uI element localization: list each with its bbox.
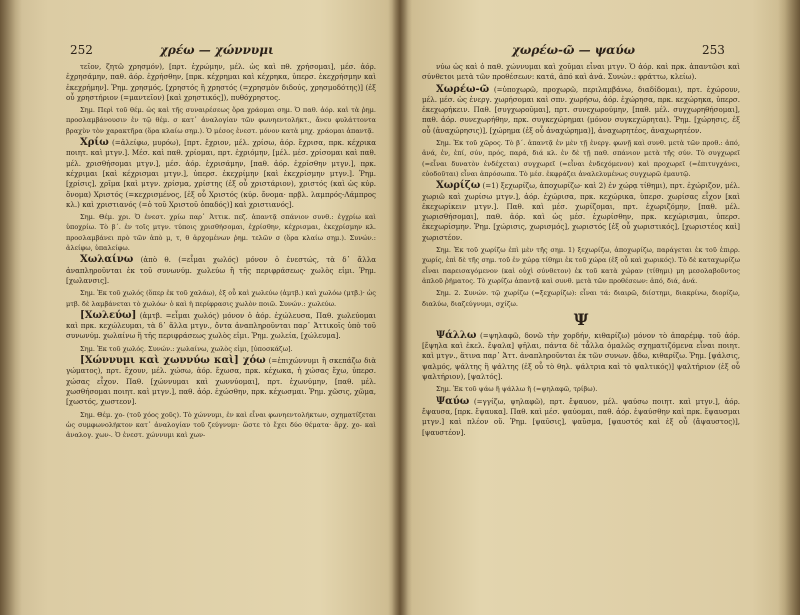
left-page-number: 252 (70, 43, 93, 57)
right-body-text (422, 62, 740, 607)
entry-note (422, 384, 740, 394)
entry-headword: [Χωλεύω] (80, 309, 137, 321)
entry-body: (=ἀλείφω, μυρόω), [πρτ. ἔχριον, μέλ. χρίσω, ἀόρ. ἔχρισα, πρκ. κέχρικα ποιητ. καὶ μτγν.]. Μέσ. καὶ παθ. χρίομαι, πρτ. ἐχριόμην, [μέλ. μέσ. χρίσομαι καὶ παθ. μέλ. χρισθήσομαι μτγν.], μέσ. ἀόρ. ἐχρισάμην, [παθ. ἀόρ. ἐχρίσθην μτγν.], πρκ. κέχριμαι [καὶ κέχρισμαι μτγν.], ὑπερσ. ἐκεχρίμην [καὶ ἐκεχρίσμην μτγν.]. Ῥημ. [χρίσις], χρῖμα [καὶ μτγν. χρίσμα, χρίστης (ἐξ οὗ χριστάριον), χριστός (καὶ ὡς κύρ. ὄνομα) Χριστός (=κεχρισμένος, [ἐξ οὗ Χριστός (κύρ. ὄνομα· πρβλ. λαμπρός-Λάμπρος κλ.) καὶ χριστιανός (=ὁ τοῦ Χριστοῦ ὀπαδός)] καὶ χριστιανός]. (66, 138, 376, 209)
entry-body: Σημ. Ἐκ τοῦ χωρίζω ἐπὶ μὲν τῆς σημ. 1) ξεχωρίζω, ἀποχωρίζω, παράγεται ἐκ τοῦ ἐπιρρ. χωρίς, ἐπὶ δὲ τῆς σημ. τοῦ ἐν χώρᾳ τίθημι ἐκ τοῦ χώρα (ἐξ οὗ καὶ χωρικός). Τὸ δὲ καταχωρίζω εἶναι παρεισαγόμενον (καὶ οὐχὶ σύνθετον) ἐκ τοῦ κατὰ χώραν (τίθημι) μη μεσολαβοῦντος ἀπλοῦ ῥήματος. Τὸ χωρίζω ἀπαντᾷ καὶ συνθ. μετὰ τῶν προθέσεων: ἀπό, διά, ἀνά. (422, 246, 740, 285)
entry-body: Σημ. Θέμ. χρι. Ὁ ἐνεστ. χρίω παρ᾽ Ἀττικ. πεζ. ἀπαντᾷ σπάνιον συνθ.: ἐγχρίω καὶ ὑποχρίω. Τὸ β´. ἐν τοῖς μτγν. τύποις χρισθήσομαι, ἐχρίσθην, κέχρισμαι, ἐκεχρίσμην κλ. προσλαμβάνει πρὸ τῶν ἀπὸ μ, τ, θ ἀρχομένων ῥημ. τελῶν σ (ὅρα κλαίω σημ.). Συνών.: ἀλείφω, ὑπαλείφω. (66, 213, 376, 253)
left-body-text (66, 62, 376, 607)
dictionary-entry (422, 85, 740, 136)
left-page (0, 0, 398, 615)
entry-note (422, 138, 740, 179)
dictionary-entry (422, 331, 740, 382)
entry-body: Σημ. Περὶ τοῦ θέμ. ὡς καὶ τῆς συναιρέσεως ὅρα χράομαι σημ. Ὁ παθ. ἀόρ. καὶ τὰ ῥημ. προσλαμβάνουσιν ἐν τῷ θέμ. σ κατ᾽ ἀναλογίαν τῶν φωνηεντολήκτ., ἄνευ φυλάττοντα βραχὺν τὸν χαρακτῆρα (ὅρα κλαίω σημ.). Ὁ μέσος ἐνεστ. μόνον κατὰ μηχ. χράομαι ἀπαντᾷ. (66, 106, 376, 135)
entry-body: νύω ὡς καὶ ὁ παθ. χώννυμαι καὶ χοῦμαι εἶναι μτγν. Ὁ ἀόρ. καὶ πρκ. ἀπαντῶσι καὶ σύνθετοι μετὰ τῶν προθέσεων: κατά, ἀπό καὶ ἀνά. Συνών.: φράττω, κλείω). (422, 62, 740, 82)
entry-body: (ἀπὸ θ. (=εἶμαι χωλός) μόνον ὁ ἐνεστώς, τὰ δ᾽ ἄλλα ἀναπληροῦνται ἐκ τοῦ συνωνύμ. χωλεύω ἢ τῆς περιφράσεως· χωλὸς εἰμι. Ῥημ. [χωλανσις]. (66, 255, 376, 285)
section-ornament: Ψ (573, 309, 589, 329)
right-running-title: χωρέω-ῶ — ψαύω (512, 43, 636, 57)
right-page (402, 0, 800, 615)
entry-body: (=ὑποχωρῶ, προχωρῶ, περιλαμβάνω, διαδίδομαι), πρτ. ἐχώρουν, μέλ. μέσ. ὡς ἐνεργ. χωρήσομαι καὶ σπν. χωρήσω, ἀόρ. ἐχώρησα, πρκ. κεχώρηκα, ὑπερσ. ἐκεχωρήκειν. Παθ. [συγχωροῦμαι], πρτ. συνεχωρούμην, [παθ. μέλ. συγχωρηθήσομαι], παθ. ἀόρ. συνεχωρήθην, πρκ. συγκεχώρημαι (μόνον συγκεχώρηται). Ῥημ. [χώρησις, ἐξ οὗ (ἀναχώρησις)], [χώρημα (ἐξ οὗ ἀναχώρημα)], ἀναχωρητέος, ἀναχωρητέον. (422, 84, 740, 135)
entry-body: Σημ. Ἐκ τοῦ χωλός (ὅπερ ἐκ τοῦ χαλάω), ἐξ οὗ καὶ χωλεύω (ἀμτβ.) καὶ χωλόω (μτβ.)· ὡς μτβ. δὲ λαμβάνεται τὸ χωλόω· ὁ καὶ ἡ περίφρασις χωλὸν ποιῶ. Συνών.: χωλεύω. (66, 289, 376, 308)
entry-note (66, 288, 376, 309)
entry-headword: [Χώννυμι καὶ χωννύω καὶ] χόω (80, 355, 266, 367)
entry-note (66, 105, 376, 136)
entry-body: Σημ. Θέμ. χο- (τοῦ χόος χοῦς). Τὸ χώννυμι, ἐν καὶ εἶναι φωνηεντολήκτων, σχηματίζεται ὡς συμφωνολήκτον κατ᾽ ἀναλογίαν τοῦ ζεύγνυμι· ὥστε τὸ ἔχει δύο θέματα· ἄρχ. χο- καὶ ἀναλογ. χων-. Ὁ ἐνεστ. χώννυμι καὶ χων- (66, 410, 376, 440)
entry-body: (=γγίζω, ψηλαφῶ), πρτ. ἔψαυον, μέλ. ψαύσω ποιητ. καὶ μτγν.], ἀόρ. ἔψαυσα, [πρκ. ἔψαυκα]. Παθ. καὶ μέσ. ψαύομαι, παθ. ἀόρ. ἐψαύσθην καὶ πρκ. ἔψαυσμαι μτγν.] καὶ πλέον οὕ. Ῥημ. [ψαῦσις], ψαῦσμα, [ψαυστός καὶ ἐξ οὗ (ἄψαυστος)], [ψαυστέον]. (422, 396, 740, 437)
entry-body: (=ψηλαφῶ, δονῶ τὴν χορδήν, κιθαρίζω) μόνον τὸ ἀπαρέμφ. τοῦ ἀόρ. [ἔψηλα καὶ ἐκελ. ἔψαλα] ψῆλαι, πάντα δὲ τἆλλα ὁμαλῶς σχηματιζόμενα εἶναι ποιητ. καὶ μτγν., ἅτινα παρ᾽ Ἀττ. ἀναπληροῦνται ἐκ τῶν συνων. ᾄδω, κιθαρίζω. Ῥημ. [ψάλσις, ψαλμός, ψάλτης ἢ ψάλτης (ἐξ οὗ τὸ θηλ. ψάλτρια καὶ τὸ ψαλτικός)] ψαλτήριον (ἐξ οὗ ψαλτήριον), [ψαλτός]. (422, 330, 740, 382)
entry-note (66, 212, 376, 253)
entry-headword: Ψαύω (436, 395, 470, 407)
entry-headword: Χρίω (80, 137, 109, 149)
continued-text (422, 62, 740, 83)
entry-body: Σημ. Ἐκ τοῦ χωλός. Συνών.: χωλαίνω, χωλὸς εἰμι, [ὑποσκάζω]. (80, 344, 293, 353)
entry-body: (=1) ξεχωρίζω, ἀποχωρίζω· καὶ 2) ἐν χώρᾳ τίθημι), πρτ. ἐχώριζον, μέλ. χωριῶ καὶ χωρίσω μτγν.], ἀόρ. ἐχώρισα, πρκ. κεχώρικα, ὑπερσ. χωρίσας εἶχον [καὶ ἐκεχωρίκειν μτγν.]. Παθ. καὶ μέσ. χωρίζομαι, πρτ. ἐχωριζόμην, [παθ. μέλ. χωρισθήσομαι], παθ. ἀόρ. καὶ ὡς μέσ. ἐχωρίσθην, πρκ. κεχώρισμαι, ὑπερσ. ἐκεχωρίσμην. Ῥημ. [χώρισις, χωρισμός], χωριστός [ἐξ οὗ χωριστικός], [χωριστέος καὶ] χωριστέον. (422, 181, 740, 242)
entry-body: Σημ. Ἐκ τοῦ ψάω ἢ ψάλλω ἢ (=ψηλαφῶ, τρίβω). (436, 385, 598, 394)
dictionary-entry (66, 255, 376, 286)
entry-note (66, 410, 376, 441)
entry-body: Σημ. 2. Συνών. τῷ χωρίζω (=ξεχωρίζω): εἶναι τά: διαιρῶ, διίστημι, διακρίνω, διορίζω, διαλύω, διαζεύγνυμι, σχίζω. (422, 289, 740, 308)
left-running-title: χρέω — χώννυμι (160, 43, 274, 57)
entry-headword: Ψάλλω (436, 329, 477, 341)
dictionary-entry (66, 138, 376, 210)
gutter-shadow (388, 0, 412, 615)
dictionary-entry (66, 356, 376, 407)
entry-note (422, 288, 740, 309)
continued-text (66, 62, 376, 103)
entry-headword: Χωλαίνω (80, 254, 134, 266)
right-page-number: 253 (702, 43, 725, 57)
entry-headword: Χωρίζω (436, 180, 481, 192)
right-page-edge-shadow (778, 0, 800, 615)
entry-note (422, 245, 740, 286)
dictionary-entry (422, 397, 740, 438)
entry-note (66, 344, 376, 354)
entry-headword: Χωρέω-ῶ (436, 83, 490, 95)
dictionary-entry (422, 181, 740, 243)
entry-body: (=ἐπιχώννυμι ἢ σκεπάζω διὰ γώματος), πρτ. ἔχουν, μέλ. χώσω, ἀόρ. ἔχωσα, πρκ. κέχωκα, ἡ χώσας ἔχω, ὑπερσ. χώσας εἶχον. Παθ. [χώννυμαι καὶ χωννύομαι], πρτ. ἐχωνύμην, [παθ. μέλ. χωσθήσομαι ποιητ. καὶ μτγν.], παθ. ἀόρ. ἐχώσθην, πρκ. κέχωσμαι. Ῥημ. χῶσις, χῶμα, [χωστός, χωστεον]. (66, 356, 376, 407)
entry-body: Σημ. Ἐκ τοῦ χῶρος. Τὸ β´. ἀπαντᾷ ἐν μὲν τῇ ἐνεργ. φωνῇ καὶ συνθ. μετὰ τῶν προθ.: ἀπό, ἀνά, ἐν, ἐπί, σύν, πρός, παρά, διά κλ. ἐν δὲ τῇ παθ. σπάνιον μετὰ τῆς σύν. Τὸ συγχωρεῖ (=εἶναι δυνατὸν ἐνδέχεται) συγχωρεῖ (=εἶναι ἐνδεχόμενον) καὶ προχωρεῖ (=ἐπιτυγχάνει, εὐοδοῦται) εἶναι ἀπρόσωπα. Τὸ μέσ. ἐκφράζει ἀναλελυμένως συγχωρῶ ἐμαυτῷ. (422, 139, 740, 178)
left-page-edge-shadow (0, 0, 22, 615)
entry-body: (ἀμτβ. =εἶμαι χωλός) μόνον ὁ ἀόρ. ἐχώλευσα, Παθ. χωλεύομαι καὶ πρκ. κεχώλευμαι, τὰ δ᾽ ἄλλα μτγν., ὄντα ἀναπληροῦνται παρ᾽ Ἀττικοῖς ὑπὸ τοῦ συνωνύμ. χωλαίνω ἢ τῆς περιφράσεως χωλὸς εἰμι. Ῥημ. χωλεία, [χώλευμα]. (66, 310, 376, 341)
entry-body: τεῖον, ζητῶ χρησμόν), [πρτ. ἐχρώμην, μέλ. ὡς καὶ πθ. χρήσομαι], μέσ. ἀόρ. ἐχρησάμην, παθ. ἀόρ. ἐχρήσθην, [πρκ. κέχρημαι καὶ κέχρηκα, ὑπερσ. ἐκεχρήσμην καὶ ἐκεχρήμην]. Ῥημ. χρησμός, [χρηστός ἢ χρηστός (=χρησμὸν διδούς, χρησμοδότης)] (ἐξ οὗ χρηστήριον (=μαντεῖον) [καὶ χρηστικός]), πυθόχρηστος. (66, 62, 376, 102)
dictionary-entry (66, 311, 376, 342)
